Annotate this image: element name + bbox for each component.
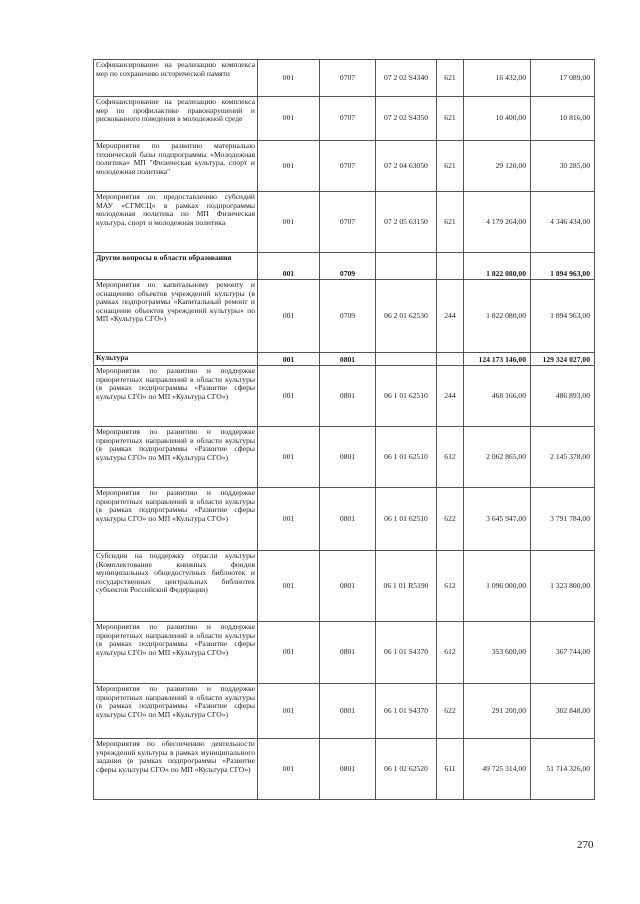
amount-year-2: 2 145 378,00 <box>531 427 595 488</box>
grbs-code: 001 <box>258 739 320 800</box>
target-article-code: 07 2 05 63150 <box>376 192 437 253</box>
row-name: Софинансирование на реализацию комплекса мер по сохранению исторической памяти <box>94 60 258 97</box>
row-name: Мероприятия по обеспечению деятельности учреждений культуры в рамках муниципального задания (в рамках подпрограммы «Развитие сферы культуры СГО» по МП «Культура СГО») <box>94 739 258 800</box>
page-number: 270 <box>577 839 594 851</box>
section-code: 0707 <box>320 97 376 141</box>
grbs-code: 001 <box>258 192 320 253</box>
table-body <box>94 60 595 800</box>
expense-type-code <box>437 253 464 280</box>
table-row <box>94 366 595 427</box>
amount-year-1: 353 600,00 <box>464 622 531 684</box>
section-code: 0801 <box>320 353 376 366</box>
grbs-code: 001 <box>258 60 320 97</box>
target-article-code: 06 1 01 R5190 <box>376 551 437 622</box>
target-article-code: 07 2 04 63050 <box>376 141 437 192</box>
target-article-code: 07 2 02 S4340 <box>376 60 437 97</box>
expense-type-code: 622 <box>437 488 464 551</box>
grbs-code: 001 <box>258 253 320 280</box>
amount-year-1: 1 096 000,00 <box>464 551 531 622</box>
amount-year-1: 4 179 264,00 <box>464 192 531 253</box>
grbs-code: 001 <box>258 97 320 141</box>
expense-type-code: 611 <box>437 739 464 800</box>
amount-year-2: 3 791 784,00 <box>531 488 595 551</box>
table-row <box>94 488 595 551</box>
row-name: Другие вопросы в области образования <box>94 253 258 280</box>
table-row <box>94 427 595 488</box>
target-article-code <box>376 353 437 366</box>
table-row <box>94 253 595 280</box>
table-row <box>94 280 595 353</box>
expense-type-code: 621 <box>437 60 464 97</box>
amount-year-2: 10 816,00 <box>531 97 595 141</box>
section-code: 0707 <box>320 141 376 192</box>
section-code: 0801 <box>320 622 376 684</box>
expense-type-code: 621 <box>437 192 464 253</box>
grbs-code: 001 <box>258 684 320 739</box>
section-code: 0801 <box>320 739 376 800</box>
amount-year-1: 49 725 314,00 <box>464 739 531 800</box>
amount-year-2: 302 848,00 <box>531 684 595 739</box>
amount-year-1: 468 166,00 <box>464 366 531 427</box>
target-article-code: 06 1 01 62510 <box>376 427 437 488</box>
amount-year-2: 17 089,00 <box>531 60 595 97</box>
table-row <box>94 353 595 366</box>
expense-type-code: 244 <box>437 280 464 353</box>
row-name: Мероприятия по развитию и поддержке приоритетных направлений в области культуры (в рамках подпрограммы «Развитие сферы культуры СГО» по МП «Культура СГО») <box>94 488 258 551</box>
target-article-code: 06 1 01 62510 <box>376 488 437 551</box>
table-row <box>94 684 595 739</box>
amount-year-1: 16 432,00 <box>464 60 531 97</box>
amount-year-1: 29 120,00 <box>464 141 531 192</box>
section-code: 0709 <box>320 253 376 280</box>
table-row <box>94 192 595 253</box>
expense-type-code: 612 <box>437 622 464 684</box>
target-article-code: 06 1 02 62520 <box>376 739 437 800</box>
amount-year-2: 1 894 963,00 <box>531 253 595 280</box>
amount-year-1: 2 062 865,00 <box>464 427 531 488</box>
section-code: 0707 <box>320 192 376 253</box>
row-name: Мероприятия по развитию материально технической базы подпрограммы «Молодежная политика» МП "Физическая культура, спорт и молодежная политика" <box>94 141 258 192</box>
expense-type-code <box>437 353 464 366</box>
amount-year-2: 51 714 326,00 <box>531 739 595 800</box>
amount-year-1: 10 400,00 <box>464 97 531 141</box>
section-code: 0801 <box>320 488 376 551</box>
amount-year-2: 4 346 434,00 <box>531 192 595 253</box>
grbs-code: 001 <box>258 427 320 488</box>
row-name: Мероприятия по развитию и поддержке приоритетных направлений в области культуры (в рамках подпрограммы «Развитие сферы культуры СГО» по МП «Культура СГО») <box>94 622 258 684</box>
grbs-code: 001 <box>258 366 320 427</box>
target-article-code: 06 2 01 62530 <box>376 280 437 353</box>
expense-type-code: 622 <box>437 684 464 739</box>
table-row <box>94 622 595 684</box>
amount-year-2: 486 893,00 <box>531 366 595 427</box>
row-name: Мероприятия по развитию и поддержке приоритетных направлений в области культуры (в рамках подпрограммы «Развитие сферы культуры СГО» по МП «Культура СГО») <box>94 427 258 488</box>
row-name: Софинансирование на реализацию комплекса мер по профилактике правонарушений и рискованного поведения в молодежной среде <box>94 97 258 141</box>
row-name: Мероприятия по предоставлению субсидий МАУ «СГМСЦ» в рамках подпрограммы молодежная политика по МП Физическая культура, спорт и молодежная политика <box>94 192 258 253</box>
target-article-code: 06 1 01 S4370 <box>376 684 437 739</box>
budget-table <box>93 59 595 800</box>
grbs-code: 001 <box>258 280 320 353</box>
amount-year-2: 30 285,00 <box>531 141 595 192</box>
section-code: 0801 <box>320 551 376 622</box>
grbs-code: 001 <box>258 141 320 192</box>
section-code: 0801 <box>320 427 376 488</box>
target-article-code: 06 1 01 62510 <box>376 366 437 427</box>
section-code: 0801 <box>320 684 376 739</box>
expense-type-code: 621 <box>437 141 464 192</box>
section-code: 0801 <box>320 366 376 427</box>
amount-year-2: 1 894 963,00 <box>531 280 595 353</box>
amount-year-2: 367 744,00 <box>531 622 595 684</box>
expense-type-code: 244 <box>437 366 464 427</box>
table-row <box>94 739 595 800</box>
target-article-code <box>376 253 437 280</box>
table-row <box>94 141 595 192</box>
amount-year-2: 1 323 800,00 <box>531 551 595 622</box>
amount-year-1: 3 645 947,00 <box>464 488 531 551</box>
expense-type-code: 612 <box>437 427 464 488</box>
target-article-code: 07 2 02 S4350 <box>376 97 437 141</box>
row-name: Культура <box>94 353 258 366</box>
row-name: Мероприятия по развитию и поддержке приоритетных направлений в области культуры (в рамках подпрограммы «Развитие сферы культуры СГО» по МП «Культура СГО») <box>94 366 258 427</box>
grbs-code: 001 <box>258 488 320 551</box>
expense-type-code: 612 <box>437 551 464 622</box>
row-name: Мероприятия по развитию и поддержке приоритетных направлений в области культуры (в рамках подпрограммы «Развитие сферы культуры СГО» по МП «Культура СГО») <box>94 684 258 739</box>
row-name: Субсидия на поддержку отрасли культуры (Комплектование книжных фондов муниципальных общедоступных библиотек и государственных центральных библиотек субъектов Российской Федерации) <box>94 551 258 622</box>
table-row <box>94 97 595 141</box>
target-article-code: 06 1 01 S4370 <box>376 622 437 684</box>
section-code: 0707 <box>320 60 376 97</box>
amount-year-1: 124 173 146,00 <box>464 353 531 366</box>
section-code: 0709 <box>320 280 376 353</box>
amount-year-1: 1 822 080,00 <box>464 280 531 353</box>
grbs-code: 001 <box>258 551 320 622</box>
row-name: Мероприятия по капитальному ремонту и оснащению объектов учреждений культуры (в рамках подпрограммы «Капитальный ремонт и оснащение объектов учреждений культуры» по МП «Культура СГО») <box>94 280 258 353</box>
table-row <box>94 60 595 97</box>
grbs-code: 001 <box>258 622 320 684</box>
amount-year-2: 129 324 027,00 <box>531 353 595 366</box>
grbs-code: 001 <box>258 353 320 366</box>
table-row <box>94 551 595 622</box>
amount-year-1: 1 822 080,00 <box>464 253 531 280</box>
amount-year-1: 291 200,00 <box>464 684 531 739</box>
expense-type-code: 621 <box>437 97 464 141</box>
